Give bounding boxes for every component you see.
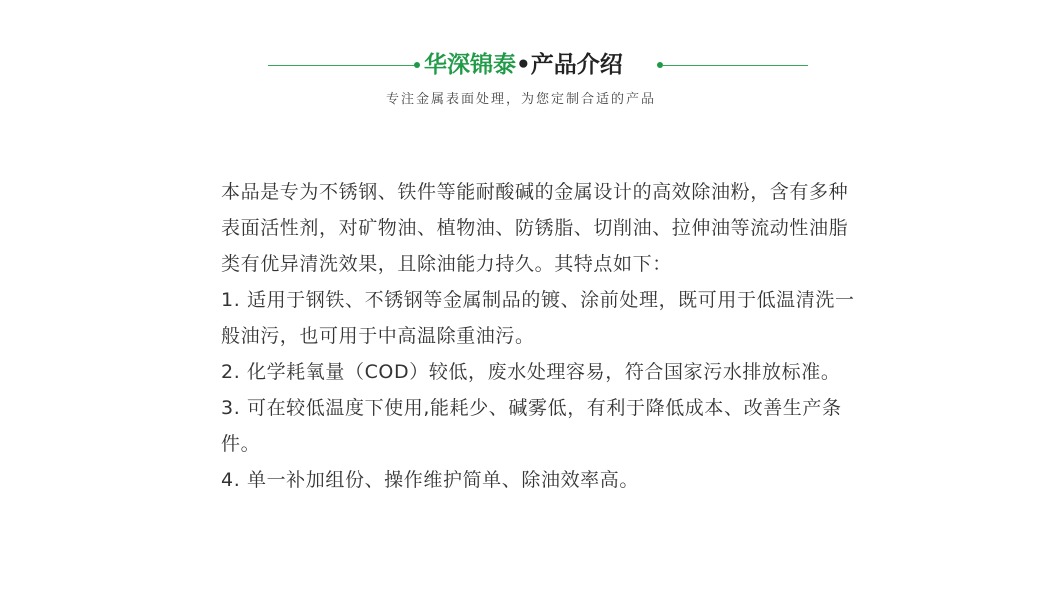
divider-line-left <box>268 65 416 66</box>
section-title: 产品介绍 <box>530 52 623 78</box>
divider-dot-left <box>414 62 420 68</box>
intro-paragraph: 本品是专为不锈钢、铁件等能耐酸碱的金属设计的高效除油粉，含有多种表面活性剂，对矿物油、植物油、防锈脂、切削油、拉伸油等流动性油脂类有优异清洗效果，且除油能力持久。其特点如下： <box>221 181 849 275</box>
section-header <box>0 46 1042 86</box>
header-title <box>424 49 623 81</box>
feature-point-3: 3. 可在较低温度下使用,能耗少、碱雾低，有利于降低成本、改善生产条件。 <box>221 397 842 455</box>
feature-point-2: 2. 化学耗氧量（COD）较低，废水处理容易，符合国家污水排放标准。 <box>221 361 841 383</box>
product-description <box>221 174 861 498</box>
brand-name: 华深锦泰 <box>424 52 516 78</box>
feature-point-1: 1. 适用于钢铁、不锈钢等金属制品的镀、涂前处理，既可用于低温清洗一般油污，也可用于中高温除重油污。 <box>221 289 855 347</box>
divider-line-right <box>662 65 808 66</box>
header-subtitle: 专注金属表面处理，为您定制合适的产品 <box>385 92 656 107</box>
feature-point-4: 4. 单一补加组份、操作维护简单、除油效率高。 <box>221 469 639 491</box>
title-separator: • <box>516 52 531 78</box>
